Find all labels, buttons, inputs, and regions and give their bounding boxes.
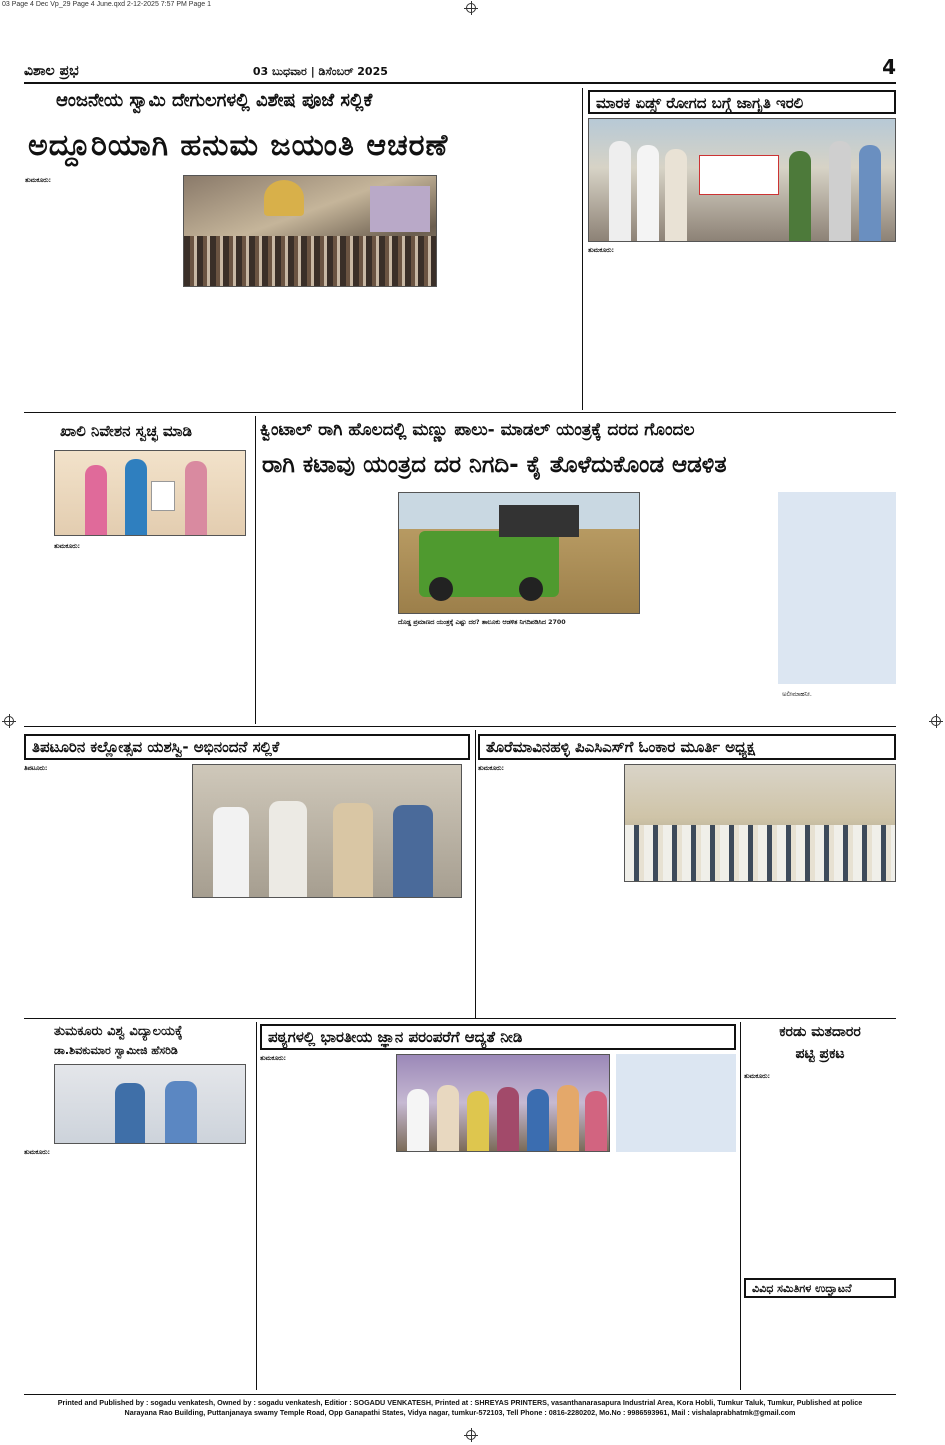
knowledge-dateline: ತುಮಕೂರು: [260,1055,287,1062]
tiptur-body-col2 [24,904,132,1014]
university-subkicker: ಡಾ.ಶಿವಕುಮಾರ ಸ್ವಾಮೀಜಿ ಹೆಸರಿಡಿ [54,1044,178,1057]
imprint-line-2: Narayana Rao Building, Puttanjanaya swamy Temple Road, Opp Ganapathi States, Vidya nagar, tumkur-572103, Tell Phone : 0816-2280202, Mo.No : 9986593961, Mail : vishalaprabhatmk@gmail.com [124,1408,796,1417]
vacancy-dateline: ತುಮಕೂರು: [54,543,81,550]
pacs-kicker: ತೊರೆಮಾವಿನಹಳ್ಳಿ ಪಿಎಸಿಎಸ್‌ಗೆ ಓಂಕಾರ ಮೂರ್ತಿ ಅಧ್ಯಕ್ಷ [478,734,896,760]
pacs-body-col2 [624,886,756,1014]
vacancy-memorandum-photo [54,450,246,536]
tiptur-felicitation-photo [192,764,462,898]
issue-date: 03 ಬುಧವಾರ | ಡಿಸೆಂಬರ್ 2025 [252,65,388,78]
print-slug: 03 Page 4 Dec Vp_29 Page 4 June.qxd 2-12-2025 7:57 PM Page 1 [2,1,211,8]
page-number: 4 [882,55,896,79]
tiptur-body-col4 [250,904,358,1014]
aids-body-col1 [588,246,738,408]
hanuma-headline: ಅದ್ದೂರಿಯಾಗಿ ಹನುಮ ಜಯಂತಿ ಆಚರಣೆ [28,128,449,163]
hanuma-procession-photo [183,175,437,287]
tiptur-kicker: ತಿಪಟೂರಿನ ಕಲ್ಲೋತ್ಸವ ಯಶಸ್ವಿ- ಅಭಿನಂದನೆ ಸಲ್ಲಿಕೆ [24,734,470,760]
ragi-body-col4 [646,492,774,722]
registration-mark-icon [466,1430,476,1440]
university-dateline: ತುಮಕೂರು: [24,1149,51,1156]
section-rule [24,412,896,413]
ragi-sidebar-box [778,492,896,684]
column-rule [256,1022,257,1390]
vacancy-body [54,542,250,722]
registration-mark-icon [466,3,476,13]
imprint-footer [24,1394,896,1418]
knowledge-body-col2 [396,1156,500,1388]
hanuma-body-col3 [268,292,348,408]
university-press-photo [54,1064,246,1144]
tiptur-body-col3 [137,904,245,1014]
tiptur-body-col5 [363,904,471,1014]
ragi-kicker: ಕ್ವಿಂಟಾಲ್ ರಾಗಿ ಹೊಲದಲ್ಲಿ ಮಣ್ಣು ಪಾಲು- ಮಾಡಲ್ ಯಂತ್ರಕ್ಕೆ ದರದ ಗೊಂದಲ [260,420,695,440]
karadu-body [744,1072,896,1272]
pacs-group-photo [624,764,896,882]
paper-logo: ವಿಶಾಲ ಪ್ರಭ [24,63,79,79]
tiptur-dateline: ತಿಪಟೂರು: [24,765,48,772]
knowledge-body-col1 [260,1054,390,1388]
pacs-body-col3 [762,886,896,1014]
section-rule [24,1018,896,1019]
ragi-sidebar-signoff: ಅಲೀಮಾಹನೀ. [782,691,812,698]
ragi-body-col1 [262,492,392,722]
karadu-kicker: ಕರಡು ಮತದಾರರ [779,1024,861,1040]
tiptur-body-col1 [24,764,186,898]
ragi-headline: ರಾಗಿ ಕಟಾವು ಯಂತ್ರದ ದರ ನಿಗದಿ- ಕೈ ತೊಳೆದುಕೊಂಡ ಆಡಳಿತ [262,452,727,478]
hanuma-kicker: ಆಂಜನೇಯ ಸ್ವಾಮಿ ದೇಗುಲಗಳಲ್ಲಿ ವಿಶೇಷ ಪೂಜೆ ಸಲ್ಲಿಕೆ [56,90,373,111]
column-rule [740,1022,741,1390]
registration-mark-icon [4,716,14,726]
registration-mark-icon [931,716,941,726]
knowledge-headline: ಪಠ್ಯಗಳಲ್ಲಿ ಭಾರತೀಯ ಜ್ಞಾನ ಪರಂಪರೆಗೆ ಆದ್ಯತೆ ನೀಡಿ [260,1024,736,1050]
pacs-body-col1 [478,764,620,1014]
knowledge-pullquote-box [616,1054,736,1152]
knowledge-lamp-lighting-photo [396,1054,610,1152]
aids-body-col2 [744,246,896,408]
aids-kicker: ಮಾರಕ ಏಡ್ಸ್ ರೋಗದ ಬಗ್ಗೆ ಜಾಗೃತಿ ಇರಲಿ [588,90,896,114]
hanuma-body-col1 [25,176,177,408]
committees-section-heading: ವಿವಿಧ ಸಮಿತಿಗಳ ಉದ್ಘಾಟನೆ [744,1278,896,1298]
aids-dateline: ತುಮಕೂರು: [588,247,615,254]
vacancy-kicker: ಖಾಲಿ ನಿವೇಶನ ಸ್ವಚ್ಛ ಮಾಡಿ [60,422,192,440]
imprint-line-1: Printed and Published by : sogadu venkatesh, Owned by : sogadu venkatesh, Editior : SOGADU VENKATESH, Printed at : SHREYAS PRINTERS, vasanthanarasapura Industrial Area, Kora Hobli, Tumkur Taluk, Tumkur, Published at police [57,1398,863,1407]
ragi-harvester-photo [398,492,640,614]
university-kicker: ತುಮಕೂರು ವಿಶ್ವ ವಿದ್ಯಾಲಯಕ್ಕೆ [54,1024,183,1039]
column-rule [475,730,476,1018]
university-body [24,1148,252,1388]
committees-body [744,1302,896,1388]
hanuma-dateline: ತುಮಕೂರು: [25,177,52,184]
section-rule [24,726,896,727]
hanuma-body-col2 [183,292,263,408]
column-rule [582,88,583,410]
hanuma-body-col4 [353,292,437,408]
aids-rally-photo [588,118,896,242]
karadu-subkicker: ಪಟ್ಟಿ ಪ್ರಕಟ [795,1046,845,1062]
pacs-dateline: ತುಮಕೂರು: [478,765,505,772]
karadu-dateline: ತುಮಕೂರು: [744,1073,771,1080]
column-rule [255,416,256,724]
ragi-photo-caption: ದೊಡ್ಡ ಪ್ರಮಾಣದ ಯಂತ್ರಕ್ಕೆ ಎಷ್ಟು ದರ? ತಾಲೂಕು ಆಡಳಿತ ನಿಗದಿಪಡಿಸಿದ 2700 [398,619,566,626]
knowledge-body-col3 [506,1156,610,1388]
masthead [24,55,896,84]
ragi-body-col2 [398,640,516,722]
hanuma-body-col5 [444,176,578,408]
knowledge-body-col4 [616,1156,736,1388]
ragi-body-col3 [522,640,640,722]
